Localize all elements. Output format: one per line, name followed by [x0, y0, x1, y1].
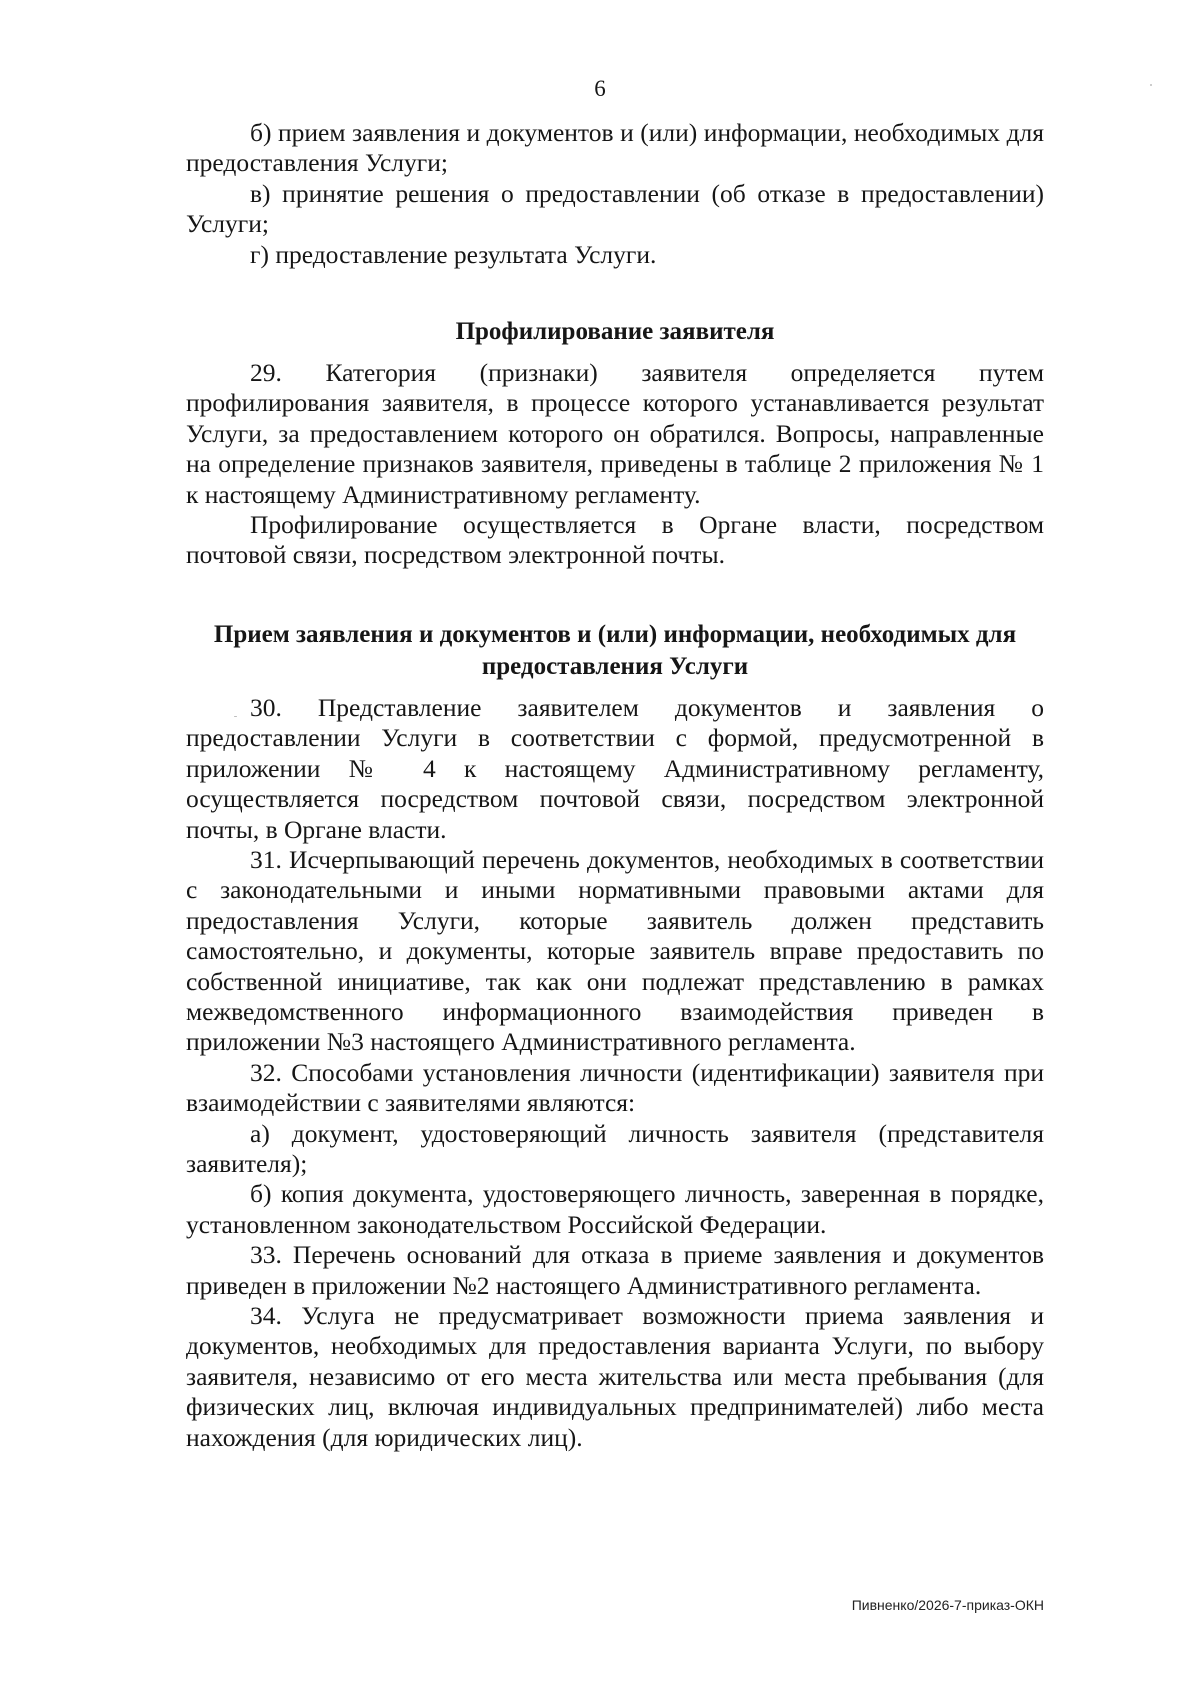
scan-speck: [1150, 84, 1152, 86]
paragraph-34: 34. Услуга не предусматривает возможности приема заявления и документов, необходимых для предоставления варианта Услуги, по выбору заявителя, независимо от его места жительства или места пребывания (для физических лиц, включая индивидуальных предпринимателей) либо места нахождения (для юридических лиц).: [186, 1301, 1044, 1452]
scan-speck: [234, 716, 237, 717]
paragraph-32: 32. Способами установления личности (идентификации) заявителя при взаимодействии с заявителями являются:: [186, 1057, 1044, 1118]
section-heading-reception-line2: предоставления Услуги: [481, 652, 749, 680]
stage-item-b: б) прием заявления и документов и (или) информации, необходимых для предоставления Услуги;: [186, 118, 1044, 178]
stage-item-v: в) принятие решения о предоставлении (об отказе в предоставлении) Услуги;: [186, 178, 1044, 239]
paragraph-29: 29. Категория (признаки) заявителя определяется путем профилирования заявителя, в процессе которого устанавливается результат Услуги, за предоставлением которого он обратился. Вопросы, направленные на определение признаков заявителя, приведены в таблице 2 приложения № 1 к настоящему Административному регламенту.: [186, 358, 1044, 509]
paragraph-profiling-method: Профилирование осуществляется в Органе власти, посредством почтовой связи, посредством электронной почты.: [186, 510, 1044, 570]
paragraph-32-item-a: а) документ, удостоверяющий личность заявителя (представителя заявителя);: [186, 1118, 1044, 1178]
page-number: 6: [594, 76, 606, 101]
stage-item-g: г) предоставление результата Услуги.: [250, 239, 657, 269]
paragraph-31: 31. Исчерпывающий перечень документов, необходимых в соответствии с законодательными и иными нормативными правовыми актами для предоставления Услуги, которые заявитель должен представить самостоятельно, и документы, которые заявитель вправе предоставить по собственной инициативе, так как они подлежат представлению в рамках межведомственного информационного взаимодействия приведен в приложении №3 настоящего Административного регламента.: [186, 844, 1044, 1057]
paragraph-32-item-b: б) копия документа, удостоверяющего личность, заверенная в порядке, установленном законодательством Российской Федерации.: [186, 1179, 1044, 1239]
paragraph-33: 33. Перечень оснований для отказа в приеме заявления и документов приведен в приложении №2 настоящего Административного регламента.: [186, 1240, 1044, 1300]
section-heading-reception-line1: Прием заявления и документов и (или) информации, необходимых для: [213, 620, 1017, 648]
paragraph-30: 30. Представление заявителем документов и заявления о предоставлении Услуги в соответствии с формой, предусмотренной в приложении № 4 к настоящему Административному регламенту, осуществляется посредством почтовой связи, посредством электронной почты, в Органе власти.: [186, 692, 1044, 844]
section-heading-profiling: Профилирование заявителя: [455, 318, 775, 346]
document-registration-code: Пивненко/2026-7-приказ-ОКН: [851, 1597, 1044, 1613]
section-heading-reception: [186, 619, 1044, 683]
document-body: [186, 118, 1044, 1453]
